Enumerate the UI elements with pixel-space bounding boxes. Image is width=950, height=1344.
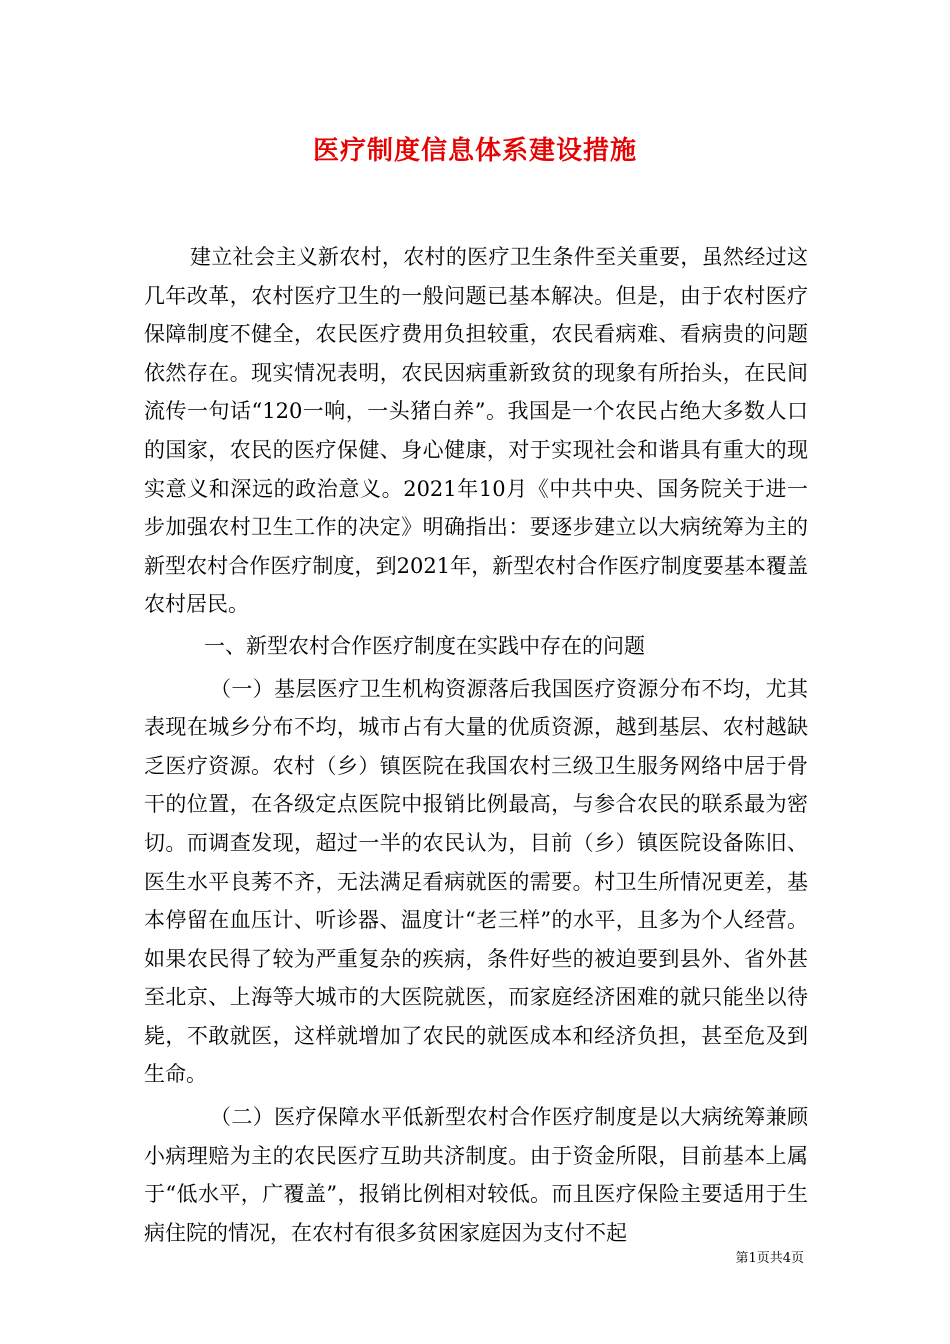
intro-paragraph: 建立社会主义新农村，农村的医疗卫生条件至关重要，虽然经过这几年改革，农村医疗卫生的一般问题已基本解决。但是，由于农村医疗保障制度不健全，农民医疗费用负担较重，农民看病难、看病贵的问题依然存在。现实情况表明，农民因病重新致贫的现象有所抬头，在民间流传一句话“120一响，一头猪白养”。我国是一个农民占绝大多数人口的国家，农民的医疗保健、身心健康，对于实现社会和谐具有重大的现实意义和深远的政治意义。2021年10月《中共中央、国务院关于进一步加强农村卫生工作的决定》明确指出：要逐步建立以大病统筹为主的新型农村合作医疗制度，到2021年，新型农村合作医疗制度要基本覆盖农村居民。: [144, 245, 808, 617]
subsection-paragraph-1: （一）基层医疗卫生机构资源落后我国医疗资源分布不均，尤其表现在城乡分布不均，城市占有大量的优质资源，越到基层、农村越缺乏医疗资源。农村（乡）镇医院在我国农村三级卫生服务网络中居于骨干的位置，在各级定点医院中报销比例最高，与参合农民的联系最为密切。而调查发现，超过一半的农民认为，目前（乡）镇医院设备陈旧、医生水平良莠不齐，无法满足看病就医的需要。村卫生所情况更差，基本停留在血压计、听诊器、温度计“老三样”的水平，且多为个人经营。如果农民得了较为严重复杂的疾病，条件好些的被迫要到县外、省外甚至北京、上海等大城市的大医院就医，而家庭经济困难的就只能坐以待毙，不敢就医，这样就增加了农民的就医成本和经济负担，甚至危及到生命。: [144, 676, 808, 1087]
document-body: [144, 238, 808, 1252]
page-number: 第1页共4页: [735, 1251, 804, 1266]
section-heading-1: 一、新型农村合作医疗制度在实践中存在的问题: [204, 633, 645, 658]
subsection-paragraph-2: （二）医疗保障水平低新型农村合作医疗制度是以大病统筹兼顾小病理赔为主的农民医疗互助共济制度。由于资金所限，目前基本上属于“低水平，广覆盖”，报销比例相对较低。而且医疗保险主要适用于生病住院的情况，在农村有很多贫困家庭因为支付不起: [144, 1105, 808, 1245]
document-title: 医疗制度信息体系建设措施: [312, 136, 637, 166]
